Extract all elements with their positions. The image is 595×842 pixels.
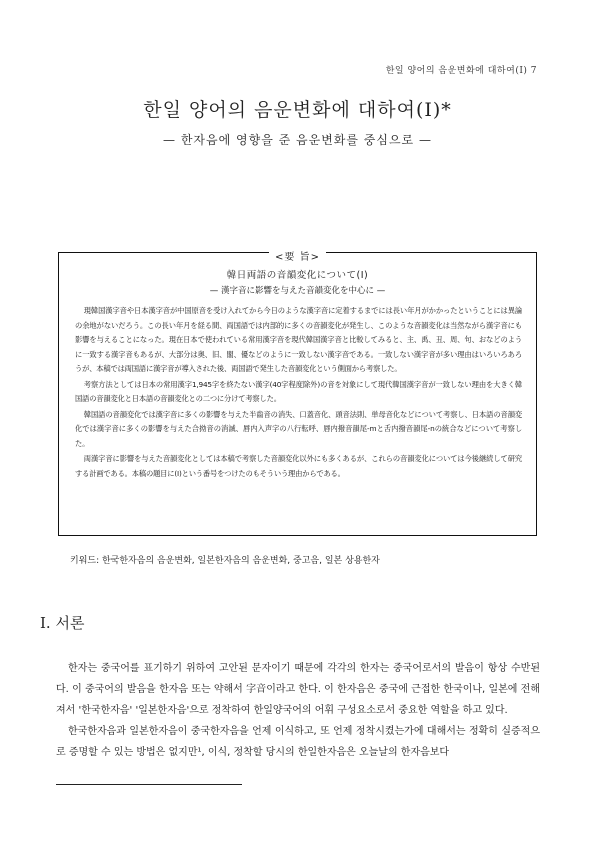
body-paragraph: 한자는 중국어를 표기하기 위하여 고안된 문자이기 때문에 각각의 한자는 중국어로서의 발음이 항상 수반된다. 이 중국어의 발음을 한자음 또는 약해서 字音이라고 한다. 이 한자음은 중국에 근접한 한국이나, 일본에 전해져서 '한국한자음' '일본한자음'으로 정착하여 한일양국어의 어휘 구성요소로서 중요한 역할을 하고 있다. (56, 663, 540, 716)
body-paragraph: 한국한자음과 일본한자음이 중국한자음을 언제 이식하고, 또 언제 정착시켰는가에 대해서는 정확히 실증적으로 증명할 수 있는 방법은 없지만¹, 이식, 정착할 당시의 한일한자음은 오늘날의 한자음보다 (56, 726, 540, 758)
keywords: 키워드: 한국한자음의 음운변화, 일본한자음의 음운변화, 중고음, 일본 상용한자 (70, 556, 380, 566)
abstract-subtitle: — 漢字音に影響を与えた音韻変化を中心に — (209, 286, 386, 296)
section-body (56, 658, 540, 763)
abstract-paragraph: 両漢字音に影響を与えた音韻変化としては本稿で考察した音韻変化以外にも多くあるが、これらの音韻変化については今後継続して研究する計画である。本稿の題目に(Ⅰ)という番号をつけたのもそういう理由からである。 (75, 454, 522, 478)
paper-title: 한일 양어의 음운변화에 대하여(Ⅰ)* (143, 99, 452, 121)
abstract-label-wrap (59, 245, 536, 264)
abstract-paragraph: 韓国語の音韻変化では漢字音に多くの影響を与えた半齒音の消失、口蓋音化、頭音法則、単母音化などについて考察し、日本語の音韻変化では漢字音に多くの影響を与えた合拗音の消滅、唇内入声字の八行転呼、唇内撥音韻尾-mと舌内撥音韻尾-nの統合などについて考察した。 (75, 409, 522, 448)
abstract-title: 韓日両語の音韻変化について(Ⅰ) (226, 270, 369, 281)
paper-subtitle: — 한자음에 영향을 준 음운변화를 중심으로 — (163, 133, 432, 147)
abstract-box (58, 252, 537, 536)
abstract-paragraph: 考察方法としては日本の常用漢字1,945字を終たない漢字(40字程度除外)の音を対象にして現代韓国漢字音が一致しない理由を大きく韓国語の音韻変化と日本語の音韻変化との二つに分けて考察した。 (75, 379, 522, 403)
abstract-body (59, 296, 536, 481)
abstract-label: <要 旨> (269, 252, 326, 263)
running-header: 한일 양어의 음운변화에 대하여(Ⅰ) 7 (385, 66, 537, 76)
section-title: Ⅰ. 서론 (40, 614, 85, 632)
footnote-divider (56, 784, 242, 785)
abstract-paragraph: 現韓国漢字音や日本漢字音が中国原音を受け入れてから今日のような漢字音に定着するまでには長い年月がかかったということには異論の余地がないだろう。この長い年月を経る間、両国語では内部的に多くの音韻変化が発生し、このような音韻変化は当然ながら漢字音にも影響を与えることになった。現在日本で使われている常用漢字音を現代韓国漢字音と比較してみると、主、禹、丑、周、句、おなどのように一致する漢字音もあるが、大部分は奥、旧、閣、優などのように一致しない漢字音である。一致しない漢字音が多い理由はいろいろあろうが、本稿では両国語に漢字音が導入された後、両国語で発生した音韻変化という側面から考察した。 (75, 306, 522, 373)
